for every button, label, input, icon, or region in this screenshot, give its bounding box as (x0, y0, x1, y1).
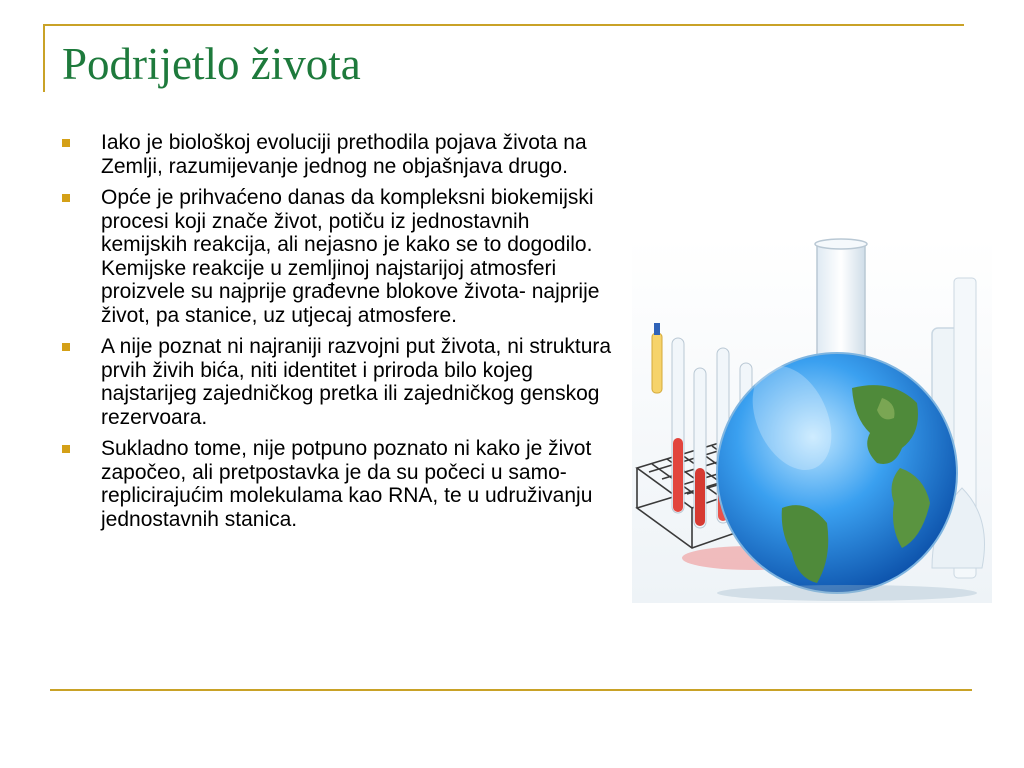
bullet-item (62, 335, 612, 429)
bullet-text: Sukladno tome, nije potpuno poznato ni kako je život započeo, ali pretpostavka je da su počeci u samo-replicirajućim molekulama kao RNA, te u udruživanju jednostavnih stanica. (101, 437, 593, 531)
flask-earth-image (632, 238, 992, 603)
bullet-square-icon (62, 194, 70, 202)
bullet-item (62, 131, 612, 178)
top-rule (43, 24, 964, 26)
bullet-list (62, 131, 612, 539)
slide-title: Podrijetlo života (62, 39, 361, 89)
bullet-text: Iako je biološkoj evoluciji prethodila pojava života na Zemlji, razumijevanje jednog ne objašnjava drugo. (101, 131, 587, 178)
bullet-square-icon (62, 343, 70, 351)
bullet-square-icon (62, 445, 70, 453)
bullet-item (62, 437, 612, 531)
bullet-square-icon (62, 139, 70, 147)
bullet-item (62, 186, 612, 327)
left-rule (43, 24, 45, 92)
bullet-text: Opće je prihvaćeno danas da kompleksni biokemijski procesi koji znače život, potiču iz jednostavnih kemijskih reakcija, ali nejasno je kako se to dogodilo. Kemijske reakcije u zemljinoj najstarijoj atmosferi proizvele su najprije građevne blokove života- najprije život, pa stanice, uz utjecaj atmosfere. (101, 186, 600, 327)
bottom-rule (50, 689, 972, 691)
bullet-text: A nije poznat ni najraniji razvojni put života, ni struktura prvih živih bića, niti identitet i priroda bilo kojeg najstarijeg zajedničkog pretka ili zajedničkog genskog rezervoara. (101, 335, 612, 429)
